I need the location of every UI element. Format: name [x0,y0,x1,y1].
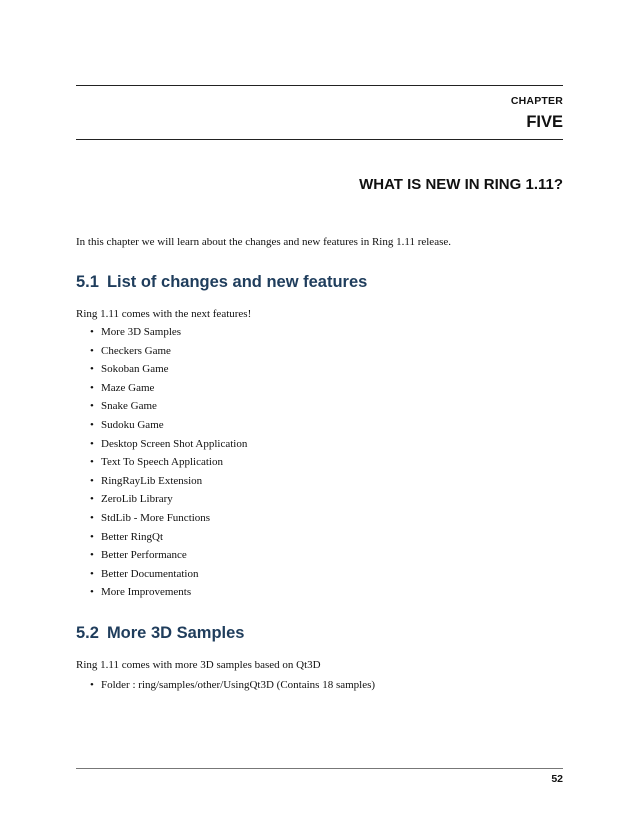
page-number: 52 [551,773,563,785]
intro-paragraph: In this chapter we will learn about the changes and new features in Ring 1.11 release. [76,236,451,248]
section-heading-2 [76,624,245,643]
list-item: • Folder : ring/samples/other/UsingQt3D (Contains 18 samples) [90,679,376,691]
list-item: • RingRayLib Extension [90,474,203,487]
chapter-title: WHAT IS NEW IN RING 1.11? [359,176,563,193]
section-title: List of changes and new features [106,273,368,291]
list-item: • Checkers Game [90,344,171,357]
list-item: • Snake Game [90,400,157,413]
list-item: • Sokoban Game [90,363,169,376]
section-heading-1 [76,273,367,292]
chapter-bottom-rule [76,139,563,140]
list-item: • Maze Game [90,381,155,394]
samples-list [90,676,375,695]
list-item: • Better RingQt [90,530,164,543]
list-item: • Sudoku Game [90,418,164,431]
list-item: • More Improvements [90,586,192,599]
chapter-number: FIVE [526,113,563,131]
list-item: • More 3D Samples [90,326,182,338]
section-2-lead: Ring 1.11 comes with more 3D samples based on Qt3D [76,659,321,671]
list-item: • StdLib - More Functions [90,511,211,524]
list-item: • Text To Speech Application [90,456,223,469]
chapter-top-rule [76,85,563,86]
list-item: • ZeroLib Library [90,493,173,506]
chapter-label: CHAPTER [510,95,563,107]
section-number: 5.1 [76,273,99,291]
feature-list [90,323,247,602]
list-item: • Better Performance [90,549,187,562]
section-title: More 3D Samples [106,624,245,642]
section-1-lead: Ring 1.11 comes with the next features! [76,308,252,320]
section-number: 5.2 [76,624,99,642]
footer-rule [76,768,563,769]
list-item: • Better Documentation [90,567,199,580]
list-item: • Desktop Screen Shot Application [90,437,248,450]
